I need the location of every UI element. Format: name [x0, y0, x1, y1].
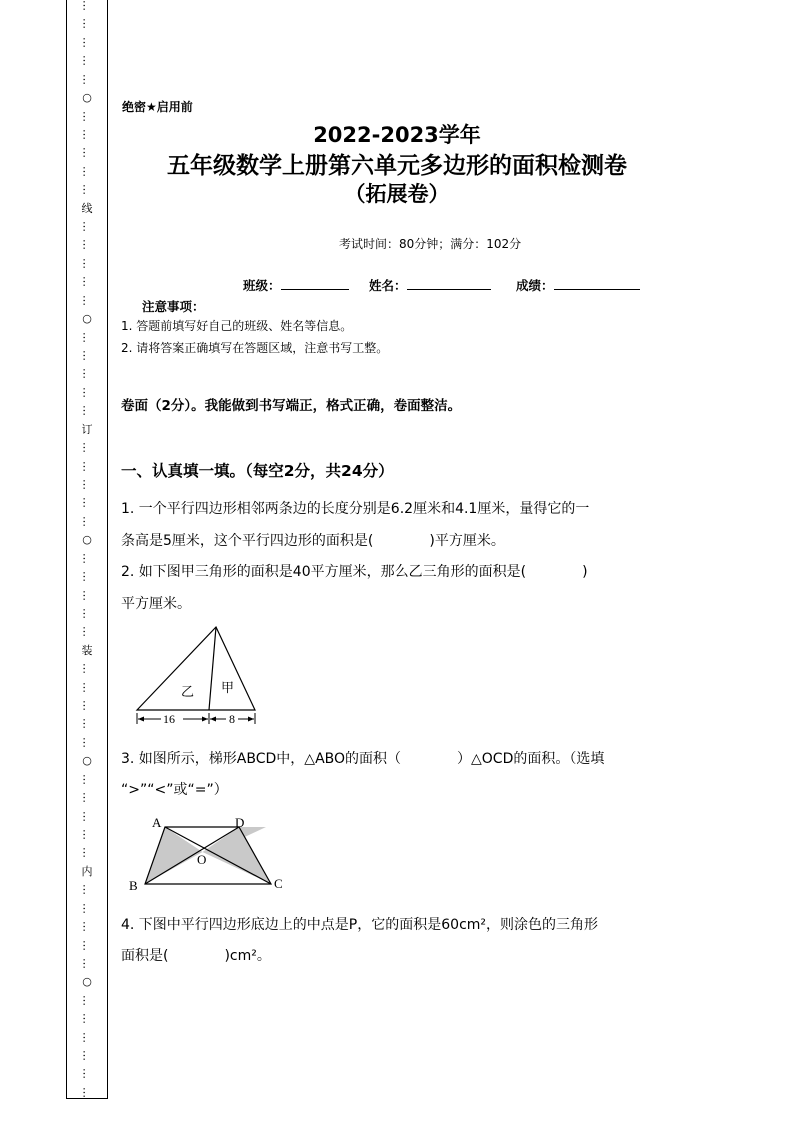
exam-info: 考试时间：80分钟；满分：102分: [339, 237, 522, 251]
notes-title: 注意事项：: [142, 299, 205, 314]
binding-dots: …: [80, 515, 94, 527]
binding-dots: …: [80, 773, 94, 785]
score-blank[interactable]: [554, 277, 640, 290]
binding-dots: …: [80, 921, 94, 933]
q2-triangle-figure: [125, 620, 275, 732]
binding-dots: …: [80, 184, 94, 196]
score-label: 成绩：: [516, 278, 554, 293]
point-o: O: [197, 852, 207, 867]
binding-dots: …: [80, 884, 94, 896]
binding-dots: …: [80, 55, 94, 67]
binding-dots: …: [80, 0, 94, 11]
binding-dots: …: [80, 902, 94, 914]
binding-word: 内: [81, 864, 93, 878]
binding-word: 线: [81, 201, 93, 215]
binding-dots: …: [80, 239, 94, 251]
exam-subtitle: （拓展卷）: [344, 182, 450, 206]
label-jia: 甲: [221, 680, 235, 695]
dim-left: 16: [163, 712, 175, 726]
q3-trapezoid-figure: [122, 812, 292, 894]
binding-dots: …: [80, 1013, 94, 1025]
binding-dots: …: [80, 331, 94, 343]
binding-dots: …: [80, 257, 94, 269]
vertex-c: C: [274, 876, 283, 891]
binding-dots: …: [80, 110, 94, 122]
binding-dots: …: [80, 1086, 94, 1098]
binding-word: 装: [81, 643, 93, 657]
binding-dots: …: [80, 847, 94, 859]
q3-line2: “>”“<”或“=”）: [121, 782, 228, 798]
binding-dots: …: [80, 221, 94, 233]
binding-dots: …: [80, 350, 94, 362]
q4-line2: 面积是( )cm²。: [121, 948, 271, 964]
section-title: 一、认真填一填。（每空2分，共24分）: [121, 462, 394, 480]
binding-dots: …: [80, 460, 94, 472]
name-label: 姓名：: [369, 278, 407, 293]
binding-dots: …: [80, 442, 94, 454]
exam-year: 2022-2023学年: [313, 123, 481, 147]
binding-dots: …: [80, 571, 94, 583]
name-field: [369, 276, 491, 294]
binding-dots: …: [80, 828, 94, 840]
binding-dots: …: [80, 718, 94, 730]
exam-title: 五年级数学上册第六单元多边形的面积检测卷: [167, 153, 627, 179]
binding-dots: …: [80, 626, 94, 638]
binding-dots: …: [80, 736, 94, 748]
vertex-b: B: [129, 878, 138, 893]
binding-dots: …: [80, 589, 94, 601]
q1-line2: 条高是5厘米，这个平行四边形的面积是( )平方厘米。: [121, 533, 505, 549]
class-label: 班级：: [243, 278, 281, 293]
binding-dots: …: [80, 1068, 94, 1080]
binding-dots: …: [80, 294, 94, 306]
binding-circle: ○: [82, 312, 92, 326]
binding-dots: …: [80, 663, 94, 675]
secret-label: 绝密★启用前: [122, 100, 193, 114]
q3-line1: 3. 如图所示，梯形ABCD中，△ABO的面积（ ）△OCD的面积。（选填: [121, 751, 605, 767]
class-field: [243, 276, 349, 294]
binding-dots: …: [80, 810, 94, 822]
binding-dots: …: [80, 405, 94, 417]
dim-right: 8: [229, 712, 235, 726]
binding-dots: …: [80, 36, 94, 48]
class-blank[interactable]: [281, 277, 349, 290]
binding-circle: ○: [82, 91, 92, 105]
binding-dots: …: [80, 147, 94, 159]
binding-circle: ○: [82, 975, 92, 989]
binding-word: 订: [81, 422, 93, 436]
vertex-d: D: [235, 815, 245, 830]
binding-dots: …: [80, 994, 94, 1006]
binding-circle: ○: [82, 754, 92, 768]
name-blank[interactable]: [407, 277, 491, 290]
binding-dots: …: [80, 681, 94, 693]
binding-dots: …: [80, 165, 94, 177]
binding-dots: …: [80, 497, 94, 509]
label-yi: 乙: [181, 684, 195, 699]
binding-dots: …: [80, 700, 94, 712]
binding-dots: …: [80, 1050, 94, 1062]
q2-line2: 平方厘米。: [121, 596, 191, 612]
binding-circle: ○: [82, 533, 92, 547]
binding-dots: …: [80, 552, 94, 564]
binding-dots: …: [80, 368, 94, 380]
binding-dots: …: [80, 478, 94, 490]
binding-dots: …: [80, 73, 94, 85]
appearance-score: 卷面（2分）。我能做到书写端正，格式正确，卷面整洁。: [121, 398, 462, 414]
binding-dots: …: [80, 276, 94, 288]
note-item: 2. 请将答案正确填写在答题区域，注意书写工整。: [121, 341, 389, 355]
q1-line1: 1. 一个平行四边形相邻两条边的长度分别是6.2厘米和4.1厘米，量得它的一: [121, 501, 590, 517]
binding-dots: …: [80, 792, 94, 804]
binding-dots: …: [80, 386, 94, 398]
binding-dots: …: [80, 957, 94, 969]
binding-dots: …: [80, 128, 94, 140]
binding-dots: …: [80, 607, 94, 619]
score-field: [516, 276, 640, 294]
binding-dots: …: [80, 18, 94, 30]
q2-line1: 2. 如下图甲三角形的面积是40平方厘米，那么乙三角形的面积是( ): [121, 564, 588, 580]
vertex-a: A: [152, 815, 162, 830]
q4-line1: 4. 下图中平行四边形底边上的中点是P，它的面积是60cm²，则涂色的三角形: [121, 917, 599, 933]
binding-dots: …: [80, 939, 94, 951]
binding-dots: …: [80, 1031, 94, 1043]
note-item: 1. 答题前填写好自己的班级、姓名等信息。: [121, 319, 353, 333]
